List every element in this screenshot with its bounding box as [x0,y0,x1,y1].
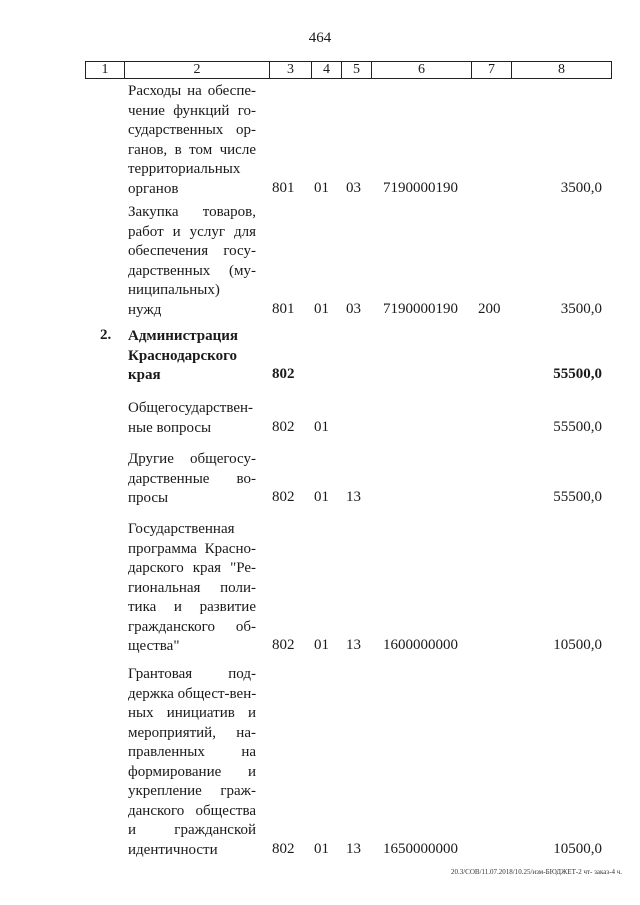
row-name [128,82,256,199]
row-name-line: обеспечения госу- [128,243,256,259]
header-cell-8: 8 [511,62,611,78]
cell-c3: 802 [272,840,295,857]
row-name-line: ниципальных) [128,282,220,298]
row-name-line: Государственная [128,521,235,537]
cell-c6: 7190000190 [383,179,458,196]
cell-c5: 13 [346,840,361,857]
row-name-line: территориальных [128,161,241,177]
cell-c8: 55500,0 [553,366,602,382]
cell-c3: 801 [272,300,295,317]
row-name [128,203,256,320]
row-name-line: программа Красно- [128,540,256,557]
row-name-line: Общегосударствен- [128,400,254,416]
row-name-line: гиональная поли- [128,579,256,596]
cell-c5: 03 [346,179,361,196]
row-name-line: края [128,367,161,383]
header-cell-3: 3 [269,62,311,78]
cell-c6: 1600000000 [383,637,458,653]
row-name-line: Другие общегосу- [128,451,256,467]
header-cell-1: 1 [101,62,109,77]
row-name-line: данского общества [128,802,256,819]
cell-c6: 1650000000 [383,840,458,857]
cell-c8: 55500,0 [553,418,602,435]
row-name-line: дарского края "Ре- [128,560,256,576]
row-name [128,665,256,860]
cell-c6: 7190000190 [383,300,458,317]
row-name-line: мероприятий, на- [128,724,256,741]
row-name-line: нужд [128,301,162,318]
row-name-line: работ и услуг для [128,223,256,240]
row-name-line: ные вопросы [128,419,212,436]
cell-c3: 802 [272,366,295,382]
cell-c8: 3500,0 [560,300,602,317]
row-number: 2. [100,327,112,343]
header-cell-5: 5 [341,62,371,78]
cell-c7: 200 [478,300,501,317]
header-cell-4: 4 [311,62,341,78]
header-cell-2: 2 [124,62,269,78]
row-name-line: и гражданской [128,822,256,838]
row-name-line: Краснодарского [128,347,238,364]
header-cell-7: 7 [471,62,511,78]
row-name-line: правленных на [128,744,256,760]
cell-c4: 01 [314,489,329,505]
cell-c4: 01 [314,418,329,435]
footer-note: 20.3/СОВ/11.07.2018/10.25/изм-БЮДЖЕТ-2 чт- заказ-4 ч. [450,868,622,876]
row-name-line: идентичности [128,841,218,858]
row-name-line: Грантовая под- [128,666,256,682]
cell-c4: 01 [314,300,329,317]
row-name-line: Администрация [128,328,239,344]
row-name-line: дарственных (му- [128,262,256,279]
row-name-line: формирование и [128,763,256,780]
row-name [128,450,256,509]
cell-c3: 802 [272,418,295,435]
cell-c4: 01 [314,840,329,857]
cell-c4: 01 [314,179,329,196]
cell-c5: 03 [346,300,361,317]
row-name-line: органов [128,180,179,197]
row-name-line: держка общест-вен- [128,685,257,702]
row-name [128,520,256,657]
cell-c3: 801 [272,179,295,196]
cell-c5: 13 [346,637,361,653]
row-name-line: щества" [128,638,180,654]
cell-c5: 13 [346,489,361,505]
cell-c4: 01 [314,637,329,653]
row-name-line: просы [128,490,169,506]
row-name-line: тика и развитие [128,599,256,615]
row-name-line: чение функций го- [128,102,256,119]
header-cell-6: 6 [371,62,471,78]
cell-c8: 10500,0 [553,840,602,857]
cell-c8: 55500,0 [553,489,602,505]
cell-c3: 802 [272,489,295,505]
cell-c3: 802 [272,637,295,653]
row-name-line: Закупка товаров, [128,204,256,220]
row-name-line: Расходы на обеспе- [128,83,256,99]
row-name-line: сударственных ор- [128,122,256,138]
table-header-row [85,61,612,79]
row-name [128,327,256,386]
row-name-line: ганов, в том числе [128,141,256,158]
row-name [128,399,256,438]
row-name-line: дарственные во- [128,470,256,487]
row-name-line: ных инициатив и [128,705,256,721]
row-name-line: укрепление граж- [128,783,256,799]
cell-c8: 10500,0 [553,637,602,653]
page-number: 464 [308,30,332,46]
cell-c8: 3500,0 [560,179,602,196]
row-name-line: гражданского об- [128,618,256,635]
